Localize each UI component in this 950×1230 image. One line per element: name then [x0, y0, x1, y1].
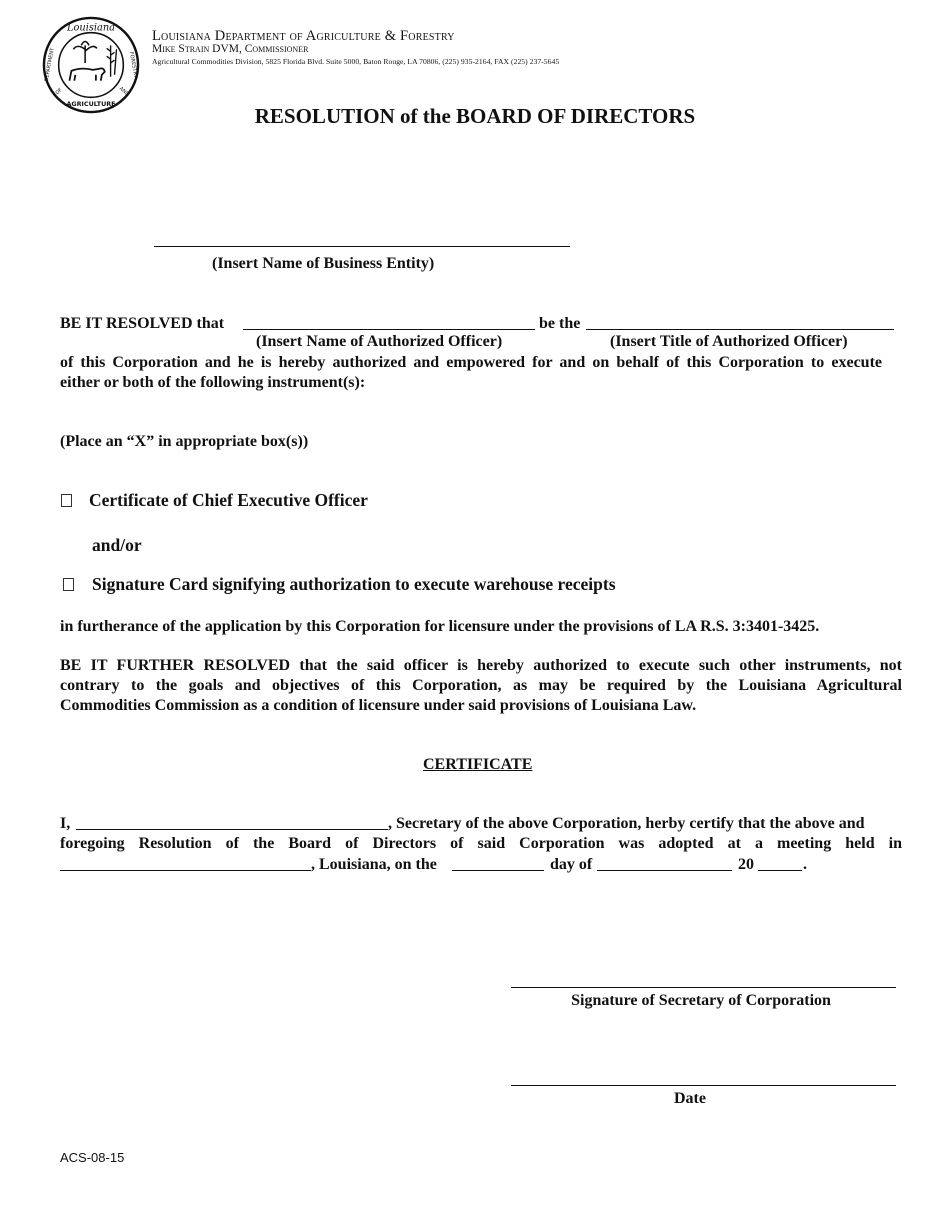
- resolved-line-1: of this Corporation and he is hereby authorized and empowered for and on behalf of this Corporation to execute: [60, 354, 882, 371]
- ceo-option-label: Certificate of Chief Executive Officer: [89, 490, 368, 510]
- officer-title-field[interactable]: [586, 329, 894, 330]
- place-x-instruction: (Place an “X” in appropriate box(s)): [60, 433, 309, 450]
- ceo-checkbox[interactable]: [61, 494, 72, 507]
- meeting-year-field[interactable]: [758, 870, 802, 871]
- certificate-heading: CERTIFICATE: [423, 756, 533, 773]
- officer-title-caption: (Insert Title of Authorized Officer): [610, 333, 848, 350]
- resolved-line-2: either or both of the following instrument(s):: [60, 374, 366, 391]
- certificate-line-2: foregoing Resolution of the Board of Directors of said Corporation was adopted at a meeting held in: [60, 835, 902, 852]
- officer-name-field[interactable]: [243, 329, 535, 330]
- division-address: Agricultural Commodities Division, 5825 Florida Blvd. Suite 5000, Baton Rouge, LA 70806, (225) 935-2164, FAX (225) 237-5645: [152, 57, 560, 66]
- document-title: RESOLUTION of the BOARD OF DIRECTORS: [254, 104, 696, 128]
- certificate-period: .: [803, 856, 807, 873]
- seal-text-of: OF: [54, 87, 64, 97]
- seal-text-bottom: AGRICULTURE: [66, 100, 116, 109]
- department-name: Louisiana Department of Agriculture & Forestry: [152, 28, 455, 44]
- date-field[interactable]: [511, 1085, 896, 1086]
- day-of-text: day of: [550, 856, 593, 873]
- secretary-text: , Secretary of the above Corporation, herby certify that the above and: [388, 815, 865, 832]
- meeting-place-field[interactable]: [60, 870, 311, 871]
- seal-text-top: Louisiana: [67, 22, 115, 34]
- signature-caption: Signature of Secretary of Corporation: [571, 992, 831, 1009]
- seal-text-left: DEPARTMENT: [43, 47, 56, 83]
- department-seal: [42, 16, 140, 114]
- signature-field[interactable]: [511, 987, 896, 988]
- further-resolved-line-2: contrary to the goals and objectives of this Corporation, as may be required by the Louisiana Agricultural: [60, 677, 902, 694]
- certificate-i: I,: [60, 815, 71, 832]
- business-entity-caption: (Insert Name of Business Entity): [212, 255, 435, 272]
- resolved-lead: BE IT RESOLVED that: [60, 315, 225, 332]
- meeting-day-field[interactable]: [452, 870, 544, 871]
- secretary-name-field[interactable]: [76, 829, 388, 830]
- signature-card-option-label: Signature Card signifying authorization to execute warehouse receipts: [92, 574, 616, 594]
- year-prefix: 20: [738, 856, 754, 873]
- meeting-month-field[interactable]: [597, 870, 732, 871]
- form-code: ACS-08-15: [60, 1150, 125, 1165]
- be-the-text: be the: [539, 315, 581, 332]
- louisiana-on-the-text: , Louisiana, on the: [311, 856, 437, 873]
- officer-name-caption: (Insert Name of Authorized Officer): [256, 333, 503, 350]
- date-caption: Date: [674, 1090, 706, 1107]
- further-resolved-line-1: BE IT FURTHER RESOLVED that the said officer is hereby authorized to execute such other instruments, not: [60, 657, 902, 674]
- further-resolved-line-3: Commodities Commission as a condition of licensure under said provisions of Louisiana Law.: [60, 697, 697, 714]
- seal-text-right: FORESTRY: [127, 51, 139, 79]
- seal-text-and: AND: [117, 85, 131, 98]
- commissioner-name: Mike Strain DVM, Commissioner: [152, 43, 309, 55]
- furtherance-text: in furtherance of the application by this Corporation for licensure under the provisions of LA R.S. 3:3401-3425.: [60, 618, 820, 635]
- business-entity-field[interactable]: [154, 246, 570, 247]
- signature-card-checkbox[interactable]: [63, 578, 74, 591]
- andor-text: and/or: [92, 535, 142, 555]
